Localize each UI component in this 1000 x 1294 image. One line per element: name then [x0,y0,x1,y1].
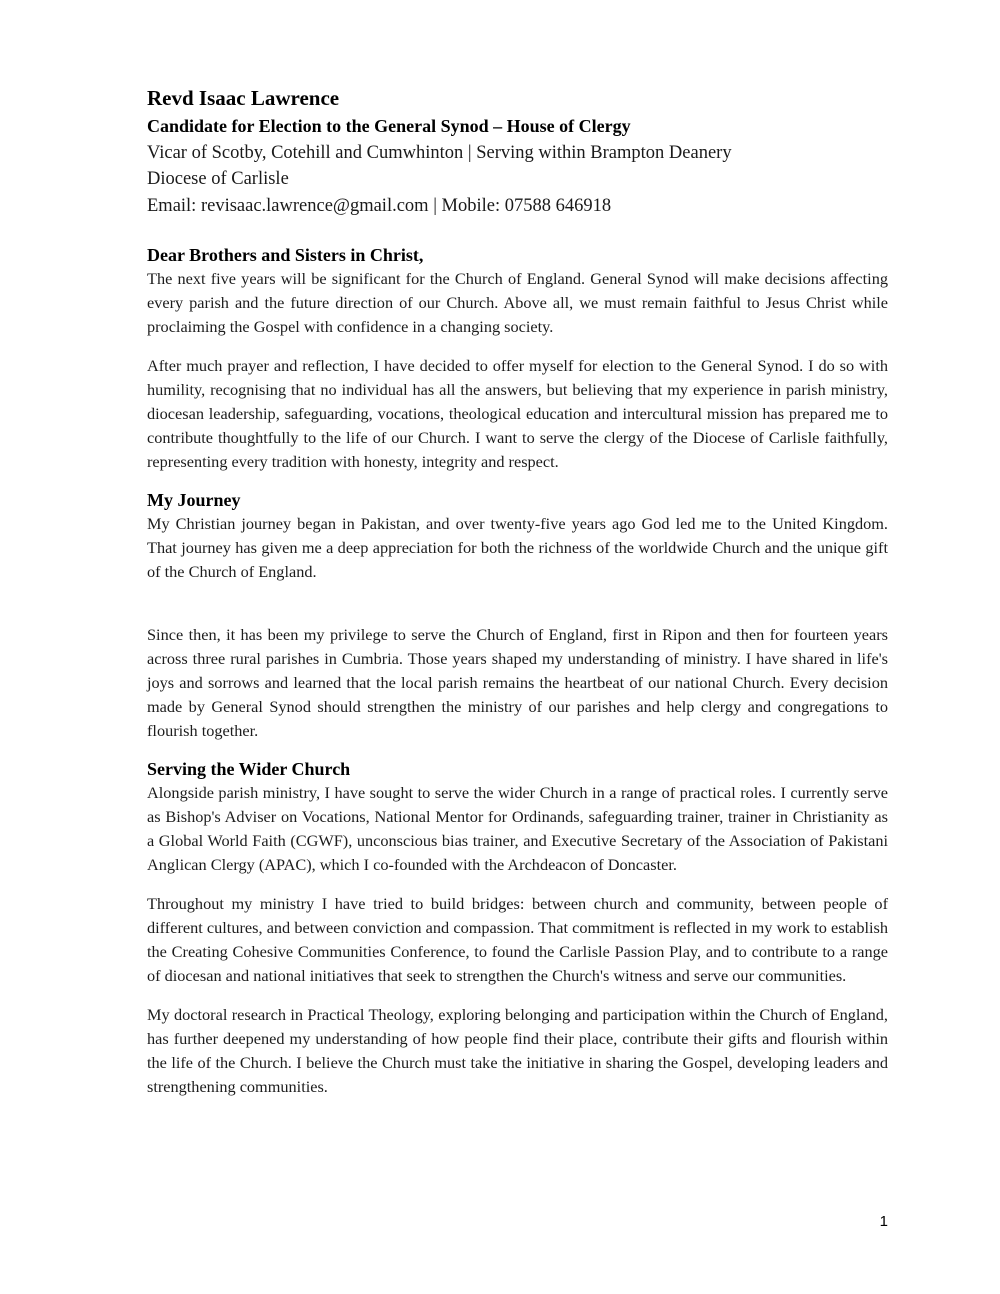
candidacy-title: Candidate for Election to the General Synod – House of Clergy [147,116,631,136]
journey-paragraph-2: Since then, it has been my privilege to serve the Church of England, first in Ripon and then for fourteen years across three rural parishes in Cumbria. Those years shaped my understanding of ministry. I have shared in life's joys and sorrows and learned that the local parish remains the heartbeat of our national Church. Every decision made by General Synod should strengthen the ministry of our parishes and help clergy and congregations to flourish together. [147,625,888,740]
contact-line: Email: revisaac.lawrence@gmail.com | Mobile: 07588 646918 [147,196,612,216]
journey-heading: My Journey [147,490,241,510]
role-line: Vicar of Scotby, Cotehill and Cumwhinton | Serving within Brampton Deanery [147,143,732,163]
document-page [147,84,888,1099]
candidate-name: Revd Isaac Lawrence [147,86,340,110]
wider-church-heading: Serving the Wider Church [147,759,351,779]
wider-church-paragraph-2: Throughout my ministry I have tried to build bridges: between church and community, between people of different cultures, and between conviction and compassion. That commitment is reflected in my work to establish the Creating Cohesive Communities Conference, to found the Carlisle Passion Play, and to contribute to a range of diocesan and national initiatives that seek to strengthen the Church's witness and serve our communities. [147,894,888,985]
diocese-line: Diocese of Carlisle [147,169,289,189]
page-number: 1 [879,1213,888,1230]
journey-paragraph-1: My Christian journey began in Pakistan, and over twenty-five years ago God led me to the United Kingdom. That journey has given me a deep appreciation for both the richness of the worldwide Church and the unique gift of the Church of England. [147,514,888,581]
wider-church-paragraph-1: Alongside parish ministry, I have sought to serve the wider Church in a range of practical roles. I currently serve as Bishop's Adviser on Vocations, National Mentor for Ordinands, safeguarding trainer, trainer in Christianity as a Global World Faith (CGWF), unconscious bias trainer, and Executive Secretary of the Association of Pakistani Anglican Clergy (APAC), which I co-founded with the Archdeacon of Doncaster. [147,783,888,874]
wider-church-paragraph-3: My doctoral research in Practical Theology, exploring belonging and participation within the Church of England, has further deepened my understanding of how people find their place, contribute their gifts and flourish within the life of the Church. I believe the Church must take the initiative in sharing the Gospel, developing leaders and strengthening communities. [147,1005,888,1096]
intro-paragraph-2: After much prayer and reflection, I have decided to offer myself for election to the General Synod. I do so with humility, recognising that no individual has all the answers, but believing that my experience in parish ministry, diocesan leadership, safeguarding, vocations, theological education and intercultural mission has prepared me to contribute thoughtfully to the life of our Church. I want to serve the clergy of the Diocese of Carlisle faithfully, representing every tradition with honesty, integrity and respect. [147,356,888,471]
intro-paragraph-1: The next five years will be significant for the Church of England. General Synod will make decisions affecting every parish and the future direction of our Church. Above all, we must remain faithful to Jesus Christ while proclaiming the Gospel with confidence in a changing society. [147,269,888,336]
salutation-heading: Dear Brothers and Sisters in Christ, [147,245,424,265]
